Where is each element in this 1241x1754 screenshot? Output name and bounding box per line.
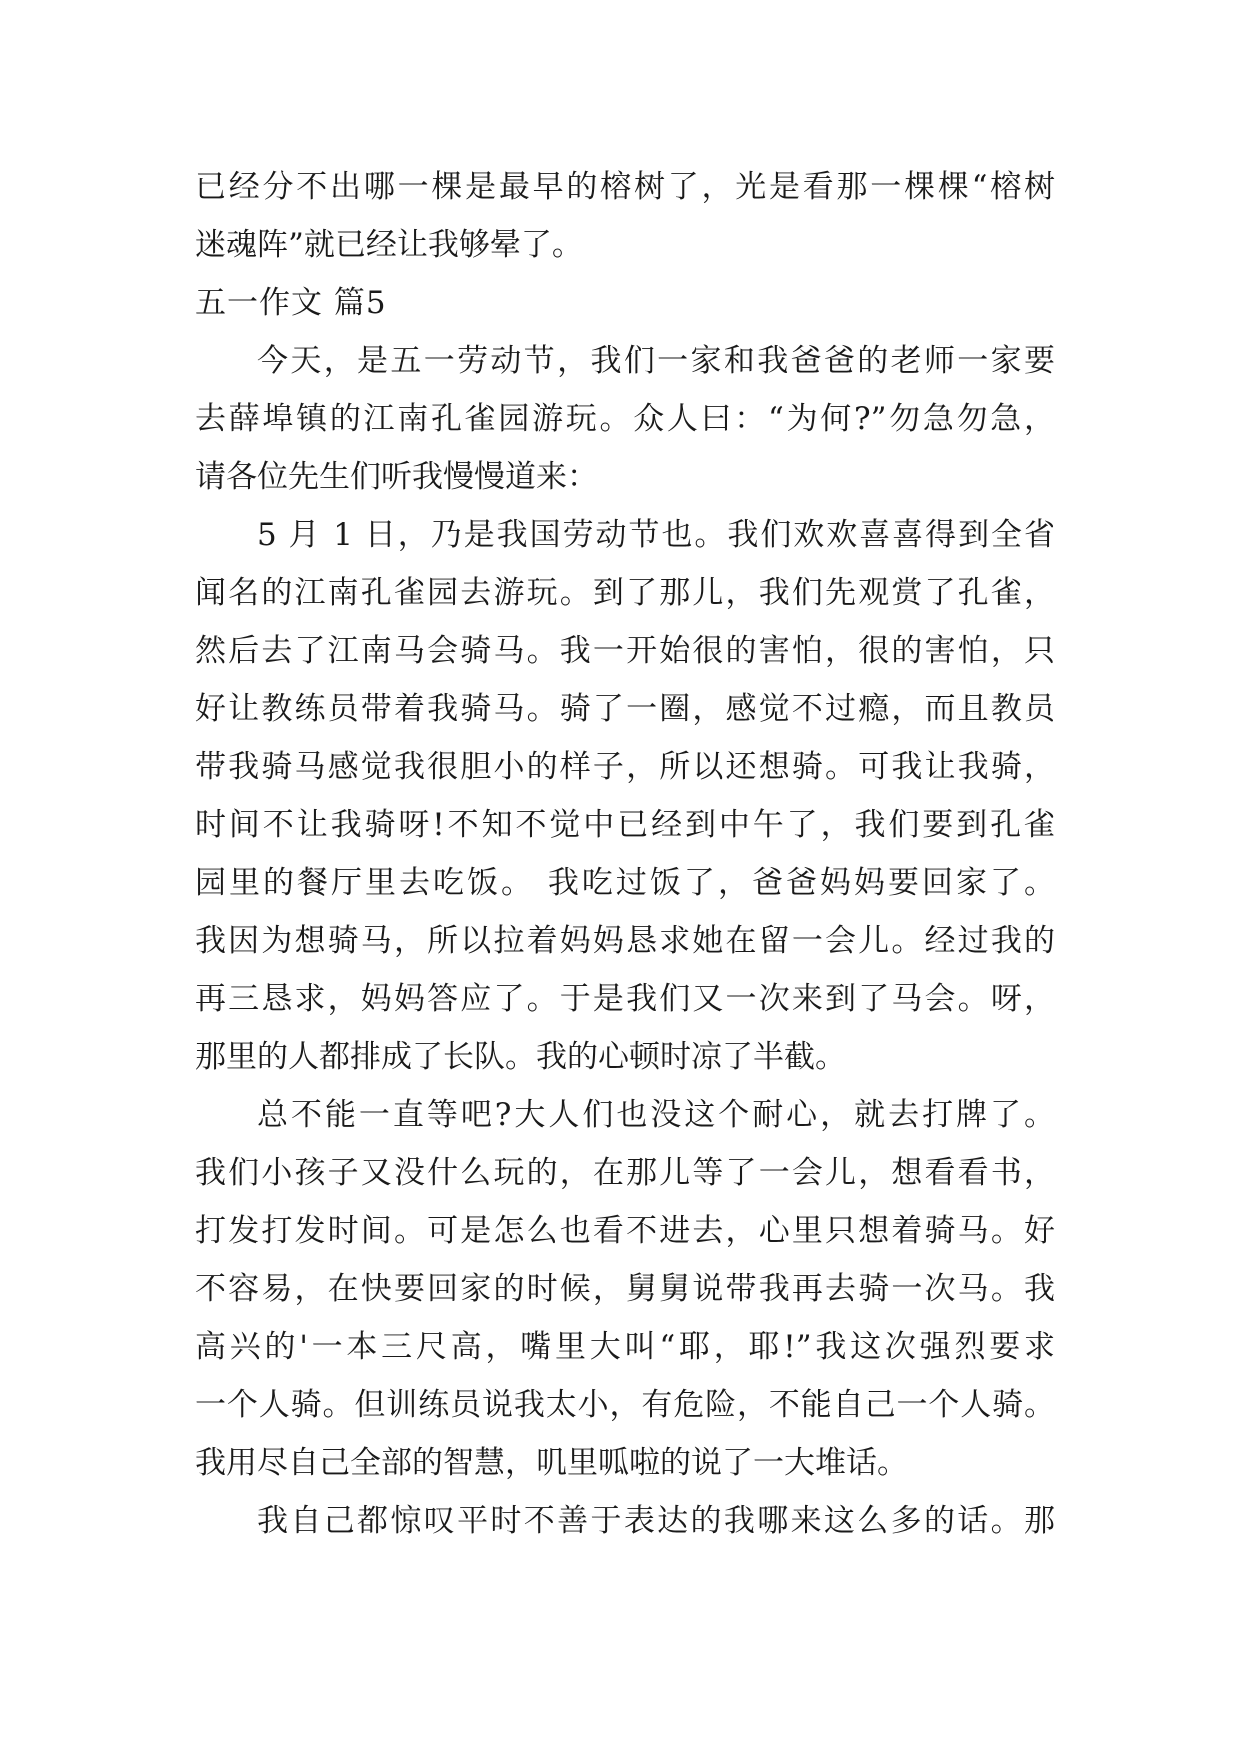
paragraph-4	[195, 1492, 1055, 1550]
text-line: 一个人骑。但训练员说我太小，有危险，不能自己一个人骑。	[195, 1387, 1055, 1423]
text-line: 那里的人都排成了长队。我的心顿时凉了半截。	[195, 1039, 846, 1075]
text-line: 不容易，在快要回家的时候，舅舅说带我再去骑一次马。我	[195, 1271, 1055, 1307]
text-line: 我因为想骑马，所以拉着妈妈恳求她在留一会儿。经过我的	[195, 923, 1055, 959]
text-line: 请各位先生们听我慢慢道来：	[195, 459, 598, 495]
text-line: 打发打发时间。可是怎么也看不进去，心里只想着骑马。好	[195, 1213, 1055, 1249]
text-line: 再三恳求，妈妈答应了。于是我们又一次来到了马会。呀，	[195, 981, 1055, 1017]
paragraph-1	[195, 332, 1055, 506]
text-line: 高兴的'一本三尺高，嘴里大叫“耶，耶!”我这次强烈要求	[195, 1329, 1055, 1365]
text-line: 迷魂阵”就已经让我够晕了。	[195, 227, 583, 263]
document-body	[195, 158, 1055, 1550]
text-line: 总不能一直等吧?大人们也没这个耐心，就去打牌了。	[257, 1097, 1055, 1133]
text-line: 我自己都惊叹平时不善于表达的我哪来这么多的话。那	[257, 1503, 1055, 1539]
text-line: 去薛埠镇的江南孔雀园游玩。众人曰：“为何?”勿急勿急，	[195, 401, 1055, 437]
text-line: 闻名的江南孔雀园去游玩。到了那儿，我们先观赏了孔雀，	[195, 575, 1055, 611]
text-line: 5 月 1 日，乃是我国劳动节也。我们欢欢喜喜得到全省	[257, 517, 1055, 553]
text-line: 园里的餐厅里去吃饭。 我吃过饭了，爸爸妈妈要回家了。	[195, 865, 1055, 901]
text-line: 已经分不出哪一棵是最早的榕树了，光是看那一棵棵“榕树	[195, 169, 1055, 205]
text-line: 好让教练员带着我骑马。骑了一圈，感觉不过瘾，而且教员	[195, 691, 1055, 727]
section-heading: 五一作文 篇5	[195, 285, 387, 321]
text-line: 我用尽自己全部的智慧，叽里呱啦的说了一大堆话。	[195, 1445, 908, 1481]
text-line: 然后去了江南马会骑马。我一开始很的害怕，很的害怕，只	[195, 633, 1055, 669]
text-line: 我们小孩子又没什么玩的，在那儿等了一会儿，想看看书，	[195, 1155, 1055, 1191]
paragraph-2	[195, 506, 1055, 1086]
text-line: 今天，是五一劳动节，我们一家和我爸爸的老师一家要	[257, 343, 1055, 379]
text-line: 时间不让我骑呀!不知不觉中已经到中午了，我们要到孔雀	[195, 807, 1055, 843]
text-line: 带我骑马感觉我很胆小的样子，所以还想骑。可我让我骑，	[195, 749, 1055, 785]
paragraph-3	[195, 1086, 1055, 1492]
